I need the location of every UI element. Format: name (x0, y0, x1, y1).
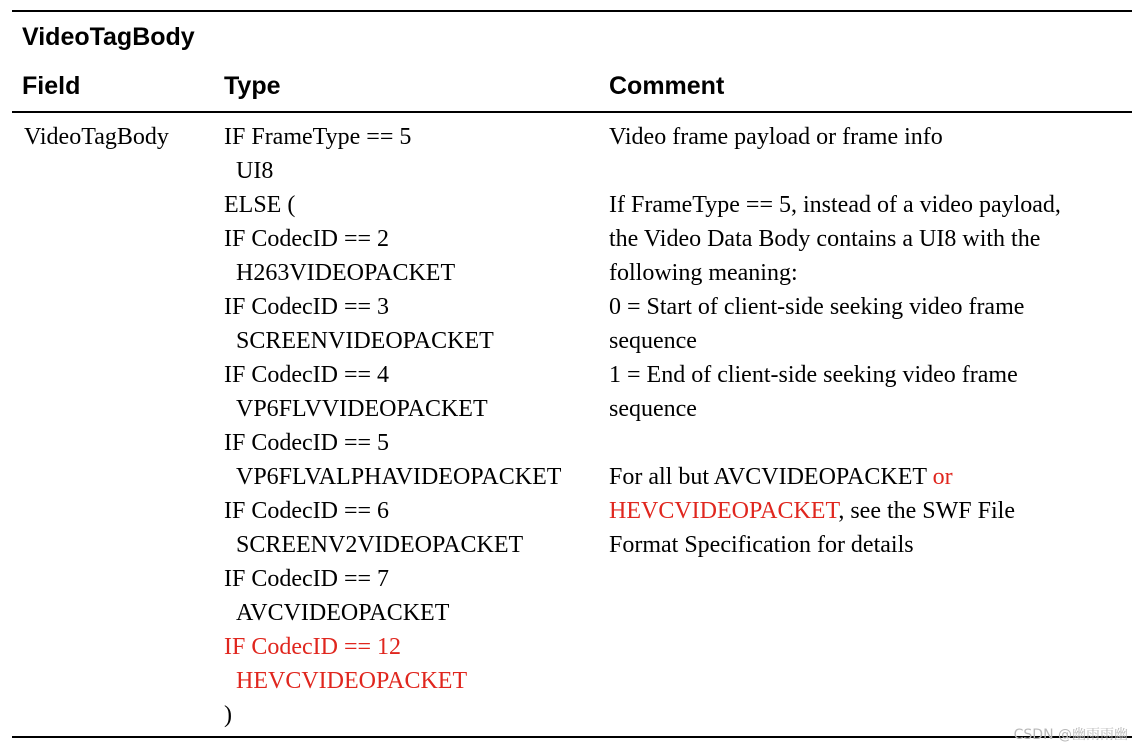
comment-text-highlighted: HEVCVIDEOPACKET (609, 498, 839, 524)
type-line: SCREENVIDEOPACKET (236, 328, 494, 354)
comment-line: If FrameType == 5, instead of a video payload, (609, 192, 1061, 218)
type-line-highlighted: HEVCVIDEOPACKET (236, 668, 468, 694)
table-header-rule (12, 111, 1132, 113)
comment-line: the Video Data Body contains a UI8 with the (609, 226, 1041, 252)
type-line: IF CodecID == 4 (224, 362, 390, 388)
type-line: AVCVIDEOPACKET (236, 600, 450, 626)
type-line: ELSE ( (224, 192, 296, 218)
comment-spacer (609, 426, 1061, 460)
type-line: IF CodecID == 5 (224, 430, 390, 456)
type-line: IF CodecID == 7 (224, 566, 390, 592)
type-line: IF CodecID == 3 (224, 294, 390, 320)
type-line: ) (224, 702, 232, 728)
type-cell (224, 120, 561, 732)
comment-line: sequence (609, 396, 697, 422)
type-line: VP6FLVALPHAVIDEOPACKET (236, 464, 562, 490)
field-name: VideoTagBody (24, 124, 169, 150)
type-line: UI8 (236, 158, 274, 184)
type-line: IF CodecID == 2 (224, 226, 390, 252)
column-header-type: Type (224, 72, 281, 100)
column-header-comment: Comment (609, 72, 725, 100)
table-title: VideoTagBody (22, 23, 195, 51)
comment-text: For all but AVCVIDEOPACKET (609, 464, 933, 490)
comment-cell (609, 120, 1061, 562)
comment-text: , see the SWF File (838, 498, 1015, 524)
field-cell (24, 120, 169, 154)
type-line: VP6FLVVIDEOPACKET (236, 396, 488, 422)
comment-line (609, 494, 1061, 528)
watermark: CSDN @幽雨雨幽 (1013, 727, 1128, 743)
type-line: SCREENV2VIDEOPACKET (236, 532, 524, 558)
column-header-field: Field (22, 72, 81, 100)
comment-text-highlighted: or (932, 464, 953, 490)
table-bottom-rule (12, 736, 1132, 738)
comment-line: 1 = End of client-side seeking video frame (609, 362, 1018, 388)
type-line: IF FrameType == 5 (224, 124, 412, 150)
comment-line: 0 = Start of client-side seeking video frame (609, 294, 1025, 320)
type-line: H263VIDEOPACKET (236, 260, 456, 286)
comment-line: Video frame payload or frame info (609, 124, 943, 150)
type-line: IF CodecID == 6 (224, 498, 390, 524)
table-top-rule (12, 10, 1132, 12)
comment-line: sequence (609, 328, 697, 354)
comment-line: following meaning: (609, 260, 798, 286)
type-line-highlighted: IF CodecID == 12 (224, 634, 402, 660)
comment-spacer (609, 154, 1061, 188)
comment-line (609, 460, 1061, 494)
comment-line: Format Specification for details (609, 532, 914, 558)
